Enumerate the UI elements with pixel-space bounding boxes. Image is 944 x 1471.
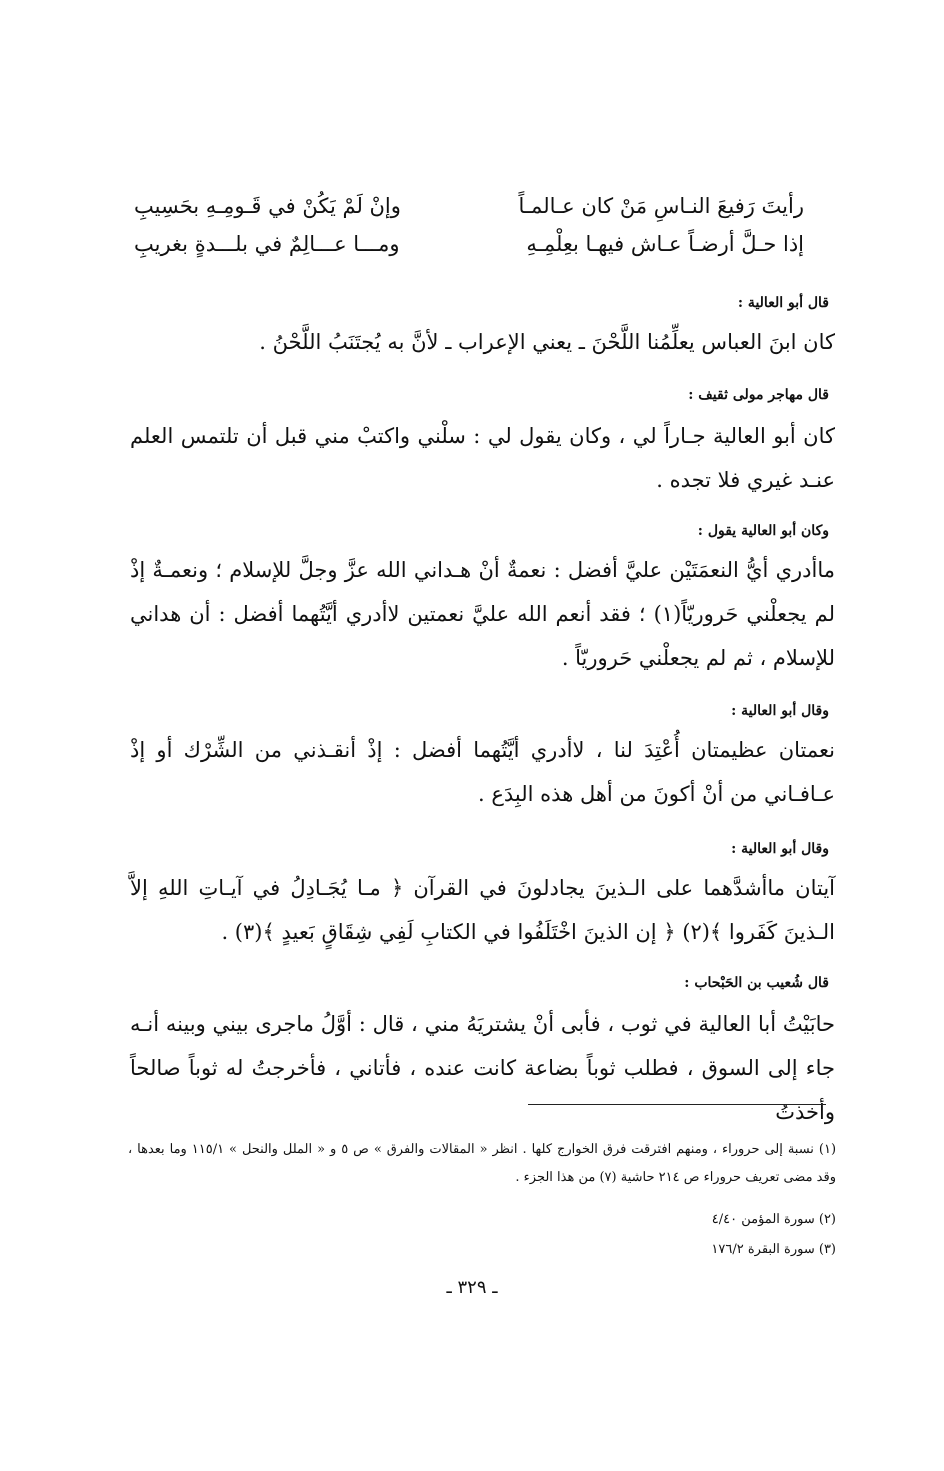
section-3-text: ماأدري أيُّ النعمَتَيْن عليَّ أفضل : نعمةٌ أنْ هـداني الله عزَّ وجلَّ للإسلام ؛ ونعمـةٌ إذْ لم يجعلْني حَروريّاً(١) ؛ فقد أنعم الله عليَّ نعمتين لاأدري أيَّتُهما أفضل : أن هداني للإسلام ، ثم لم يجعلْني حَروريّاً . bbox=[123, 558, 835, 670]
section-2-text: كان أبو العالية جـاراً لي ، وكان يقول لي : سلْني واكتبْ مني قبل أن تلتمس العلم عنـد غيري فلا تجده . bbox=[123, 424, 835, 492]
verse-2-second-hemistich: ومـــا عـــالِمٌ في بلـــدةٍ بغريبِ bbox=[134, 232, 400, 256]
poem-verse-1 bbox=[134, 188, 804, 224]
verse-1-first-hemistich: رأيتَ رَفيعَ النـاسِ مَنْ كان عـالمـاً bbox=[518, 194, 804, 218]
section-4-title: وقال أبو العالية : bbox=[731, 703, 829, 719]
section-1-text: كان ابنَ العباس يعلِّمُنا اللَّحْنَ ـ يعني الإعراب ـ لأنَّ به يُجتَنَبُ اللَّحْنُ . bbox=[259, 330, 835, 354]
verse-1-second-hemistich: وإنْ لَمْ يَكُنْ في قَـومِـهِ بحَسِيبِ bbox=[134, 194, 401, 218]
verse-2-first-hemistich: إذا حـلَّ أرضـاً عـاش فيهـا بعِلْمِـهِ bbox=[526, 232, 804, 256]
section-2-title: قال مهاجر مولى ثقيف : bbox=[688, 387, 829, 403]
section-1-title: قال أبو العالية : bbox=[737, 295, 829, 311]
section-6-title: قال شُعيب بن الحَبْحاب : bbox=[684, 975, 829, 991]
section-5-title: وقال أبو العالية : bbox=[731, 841, 829, 857]
page-number: ـ ٣٢٩ ـ bbox=[446, 1277, 498, 1298]
section-5-text: آيتان ماأشدَّهما على الـذينَ يجادلونَ في القرآن ﴿ مـا يُجَـادِلُ في آيـاتِ اللهِ إلاَّ الـذينَ كَفَروا ﴾(٢) ﴿ إن الذينَ اخْتَلَفُوا في الكتابِ لَفِي شِقَاقٍ بَعيدٍ ﴾(٣) . bbox=[123, 876, 835, 944]
footnote-2: (٢) سورة المؤمن ٤/٤٠ bbox=[711, 1212, 836, 1227]
section-4-text: نعمتان عظيمتان أُعْتِدَ لنا ، لاأدري أيَّتُهما أفضل : إذْ أنقـذني من الشِّرْك أو إذْ عـافـاني من أنْ أكونَ من أهل هذه البِدَع . bbox=[123, 738, 835, 806]
poem-verse-2 bbox=[134, 226, 804, 262]
footnote-separator bbox=[528, 1104, 826, 1105]
section-3-title: وكان أبو العالية يقول : bbox=[697, 523, 829, 539]
footnote-3: (٣) سورة البقرة ١٧٦/٢ bbox=[711, 1242, 836, 1257]
section-6-text: حابَيْتُ أبا العالية في ثوب ، فأبى أنْ يشتريَهُ مني ، قال : أوَّلُ ماجرى بيني وبينه أنـه جاء إلى السوق ، فطلب ثوباً بضاعة كانت عنده ، فأتاني ، فأخرجتُ له ثوباً صالحاً وأخذتُ bbox=[123, 1012, 835, 1124]
footnote-1: (١) نسبة إلى حروراء ، ومنهم افترقت فرق الخوارج كلها . انظر « المقالات والفرق » ص ٥ و « الملل والنحل » ١١٥/١ وما بعدها ، وقد مضى تعريف حروراء ص ٢١٤ حاشية (٧) من هذا الجزء . bbox=[123, 1142, 837, 1185]
